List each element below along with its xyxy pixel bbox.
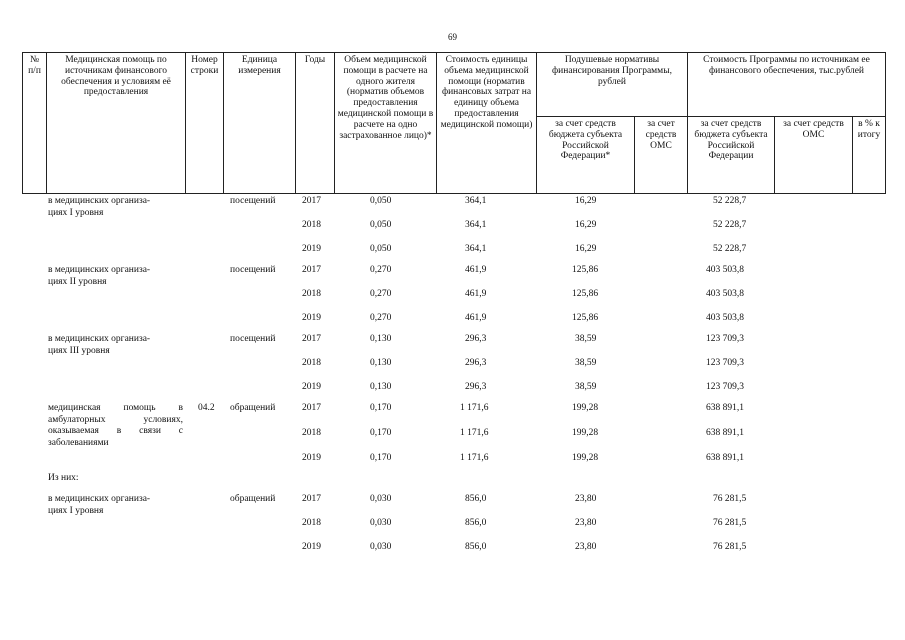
header-subdivider (536, 116, 886, 117)
prog-budget-cell: 638 891,1 (706, 453, 744, 463)
unit-cell: посещений (230, 334, 276, 344)
col-divider (885, 52, 886, 194)
row-no-cell: 04.2 (198, 403, 215, 413)
header-years: Годы (304, 55, 326, 65)
prog-budget-cell: 123 709,3 (706, 334, 744, 344)
group-label: в медицинских организа- циях III уровня (48, 334, 151, 356)
unit-cell: посещений (230, 265, 276, 275)
volume-cell: 0,270 (370, 313, 392, 323)
group-label: медицинская помощь в амбулаторных условиях, оказываемая в связи с заболеваниями (48, 403, 183, 448)
pc-budget-cell: 199,28 (572, 403, 599, 413)
header-pc-budget: за счет средств бюджета субъекта Российской Федерации* (548, 119, 623, 162)
prog-budget-cell: 123 709,3 (706, 382, 744, 392)
cost-cell: 1 171,6 (460, 403, 489, 413)
pc-budget-cell: 38,59 (575, 358, 597, 368)
prog-budget-cell: 52 228,7 (713, 244, 747, 254)
year-cell: 2017 (302, 494, 321, 504)
volume-cell: 0,170 (370, 403, 392, 413)
volume-cell: 0,050 (370, 244, 392, 254)
volume-cell: 0,130 (370, 334, 392, 344)
cost-cell: 296,3 (465, 358, 487, 368)
header-num: № п/п (28, 55, 41, 76)
pc-budget-cell: 199,28 (572, 428, 599, 438)
header-pc-oms: за счет средств ОМС (645, 119, 677, 151)
prog-budget-cell: 76 281,5 (713, 494, 747, 504)
year-cell: 2019 (302, 244, 321, 254)
volume-cell: 0,170 (370, 453, 392, 463)
pc-budget-cell: 199,28 (572, 453, 599, 463)
table-header (22, 52, 905, 194)
header-bottom-border (22, 193, 886, 194)
year-cell: 2018 (302, 289, 321, 299)
unit-cell: посещений (230, 196, 276, 206)
pc-budget-cell: 16,29 (575, 220, 597, 230)
header-prog-pct: в % к итогу (857, 119, 881, 140)
prog-budget-cell: 638 891,1 (706, 403, 744, 413)
prog-budget-cell: 638 891,1 (706, 428, 744, 438)
cost-cell: 296,3 (465, 382, 487, 392)
group-label: в медицинских организа- циях I уровня (48, 196, 151, 218)
prog-budget-cell: 76 281,5 (713, 518, 747, 528)
subheading: Из них: (48, 473, 79, 483)
year-cell: 2017 (302, 403, 321, 413)
pc-budget-cell: 38,59 (575, 382, 597, 392)
cost-cell: 856,0 (465, 518, 487, 528)
volume-cell: 0,030 (370, 494, 392, 504)
unit-cell: обращений (230, 494, 276, 504)
year-cell: 2019 (302, 313, 321, 323)
header-care-type: Медицинская помощь по источникам финансового обеспечения и условиям её предоставления (61, 55, 171, 98)
header-program-cost: Стоимость Программы по источникам ее финансового обеспечения, тыс.рублей (703, 55, 870, 76)
prog-budget-cell: 76 281,5 (713, 542, 747, 552)
volume-cell: 0,130 (370, 358, 392, 368)
pc-budget-cell: 23,80 (575, 518, 597, 528)
volume-cell: 0,050 (370, 196, 392, 206)
pc-budget-cell: 125,86 (572, 313, 599, 323)
header-unit: Единица измерения (238, 55, 281, 76)
volume-cell: 0,270 (370, 289, 392, 299)
col-divider (295, 52, 296, 194)
group-label: в медицинских организа- циях II уровня (48, 265, 151, 287)
header-prog-budget: за счет средств бюджета субъекта Российской Федерации (694, 119, 768, 162)
pc-budget-cell: 16,29 (575, 244, 597, 254)
cost-cell: 364,1 (465, 220, 487, 230)
volume-cell: 0,030 (370, 518, 392, 528)
year-cell: 2018 (302, 220, 321, 230)
year-cell: 2018 (302, 358, 321, 368)
prog-budget-cell: 403 503,8 (706, 313, 744, 323)
prog-budget-cell: 403 503,8 (706, 265, 744, 275)
prog-budget-cell: 52 228,7 (713, 220, 747, 230)
pc-budget-cell: 23,80 (575, 542, 597, 552)
year-cell: 2017 (302, 265, 321, 275)
year-cell: 2019 (302, 542, 321, 552)
group-label: в медицинских организа- циях I уровня (48, 494, 151, 516)
prog-budget-cell: 403 503,8 (706, 289, 744, 299)
header-row-no: Номер строки (190, 55, 219, 76)
cost-cell: 856,0 (465, 542, 487, 552)
cost-cell: 856,0 (465, 494, 487, 504)
year-cell: 2017 (302, 196, 321, 206)
unit-cell: обращений (230, 403, 276, 413)
pc-budget-cell: 16,29 (575, 196, 597, 206)
pc-budget-cell: 38,59 (575, 334, 597, 344)
volume-cell: 0,030 (370, 542, 392, 552)
header-prog-oms: за счет средств ОМС (783, 119, 844, 140)
year-cell: 2019 (302, 382, 321, 392)
pc-budget-cell: 125,86 (572, 289, 599, 299)
cost-cell: 461,9 (465, 289, 487, 299)
volume-cell: 0,130 (370, 382, 392, 392)
header-volume: Объем медицинской помощи в расчете на одного жителя (норматив объемов предоставления медицинской помощи в расчете на одно застрахованное лицо)* (337, 55, 434, 141)
year-cell: 2018 (302, 428, 321, 438)
prog-budget-cell: 52 228,7 (713, 196, 747, 206)
cost-cell: 461,9 (465, 265, 487, 275)
cost-cell: 461,9 (465, 313, 487, 323)
year-cell: 2018 (302, 518, 321, 528)
prog-budget-cell: 123 709,3 (706, 358, 744, 368)
volume-cell: 0,050 (370, 220, 392, 230)
cost-cell: 364,1 (465, 244, 487, 254)
header-top-border (22, 52, 886, 53)
header-per-capita: Подушевые нормативы финансирования Программы, рублей (552, 55, 672, 87)
cost-cell: 364,1 (465, 196, 487, 206)
volume-cell: 0,270 (370, 265, 392, 275)
page-number: 69 (448, 32, 457, 42)
year-cell: 2019 (302, 453, 321, 463)
volume-cell: 0,170 (370, 428, 392, 438)
year-cell: 2017 (302, 334, 321, 344)
pc-budget-cell: 125,86 (572, 265, 599, 275)
pc-budget-cell: 23,80 (575, 494, 597, 504)
cost-cell: 296,3 (465, 334, 487, 344)
header-cost: Стоимость единицы объема медицинской помощи (норматив финансовых затрат на единицу объема предоставления медицинской помощи) (440, 55, 533, 130)
cost-cell: 1 171,6 (460, 428, 489, 438)
cost-cell: 1 171,6 (460, 453, 489, 463)
